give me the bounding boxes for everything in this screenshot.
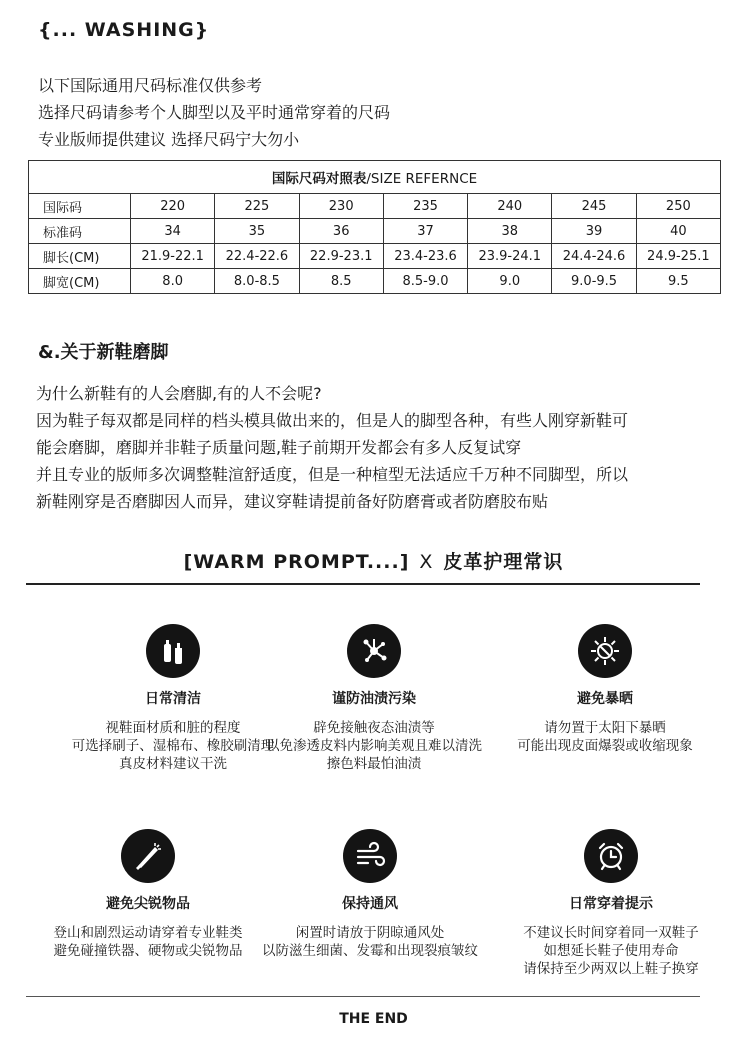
row-label: 国际码	[29, 194, 131, 219]
intro-text	[38, 72, 390, 153]
table-cell: 8.5-9.0	[383, 269, 467, 294]
size-reference-table	[28, 160, 721, 294]
table-cell: 40	[636, 219, 720, 244]
table-cell: 39	[552, 219, 636, 244]
card-line: 真皮材料建议干洗	[119, 756, 227, 772]
table-cell: 8.5	[299, 269, 383, 294]
table-cell: 235	[383, 194, 467, 219]
sharp-blade-icon	[121, 829, 175, 883]
warm-prompt-title	[0, 547, 747, 574]
table-row	[29, 269, 721, 294]
card-line: 请保持至少两双以上鞋子换穿	[523, 961, 699, 977]
card-description	[485, 719, 725, 755]
wind-icon	[343, 829, 397, 883]
card-line: 擦色料最怕油渍	[326, 756, 422, 772]
table-row	[29, 244, 721, 269]
table-cell: 250	[636, 194, 720, 219]
new-shoes-title: &.关于新鞋磨脚	[38, 342, 169, 363]
care-card-oil-stains	[254, 624, 494, 773]
alarm-clock-icon	[584, 829, 638, 883]
card-line: 登山和剧烈运动请穿着专业鞋类	[53, 925, 243, 941]
table-cell: 24.4-24.6	[552, 244, 636, 269]
row-label: 标准码	[29, 219, 131, 244]
card-line: 可选择刷子、湿棉布、橡胶刷清理	[71, 738, 275, 754]
table-cell: 37	[383, 219, 467, 244]
table-cell: 225	[215, 194, 299, 219]
intro-line: 专业版师提供建议 选择尺码宁大勿小	[38, 130, 300, 149]
table-cell: 245	[552, 194, 636, 219]
table-cell: 38	[468, 219, 552, 244]
care-card-daily-wear	[491, 829, 731, 978]
care-card-sharp-objects	[28, 829, 268, 960]
paragraph-line: 新鞋刚穿是否磨脚因人而异，建议穿鞋请提前备好防磨膏或者防磨胶布贴	[36, 492, 549, 511]
table-title	[29, 161, 721, 194]
table-cell: 220	[131, 194, 215, 219]
card-line: 不建议长时间穿着同一双鞋子	[523, 925, 699, 941]
card-title: 日常清洁	[145, 691, 201, 707]
table-cell: 22.9-23.1	[299, 244, 383, 269]
the-end-label: THE END	[339, 1011, 408, 1027]
row-label: 脚宽(CM)	[29, 269, 131, 294]
card-line: 辟免接触夜态油渍等	[313, 720, 435, 736]
intro-line: 以下国际通用尺码标准仅供参考	[38, 76, 263, 95]
row-label: 脚长(CM)	[29, 244, 131, 269]
card-line: 以免渗透皮料内影响美观且难以清洗	[266, 738, 482, 754]
table-cell: 9.0	[468, 269, 552, 294]
table-title-en: /SIZE REFERNCE	[366, 171, 478, 187]
section-divider	[26, 583, 700, 585]
sun-icon	[578, 624, 632, 678]
stain-splatter-icon	[347, 624, 401, 678]
card-title: 避免暴晒	[577, 691, 633, 707]
card-title: 日常穿着提示	[569, 896, 653, 912]
card-line: 如想延长鞋子使用寿命	[543, 943, 679, 959]
cleaning-bottles-icon	[146, 624, 200, 678]
table-header-row	[29, 161, 721, 194]
table-cell: 9.0-9.5	[552, 269, 636, 294]
card-title: 谨防油渍污染	[332, 691, 416, 707]
table-cell: 35	[215, 219, 299, 244]
card-line: 以防滋生细菌、发霉和出现裂痕皱纹	[262, 943, 478, 959]
table-title-cn: 国际尺码对照表	[271, 171, 367, 187]
card-description	[28, 924, 268, 960]
intro-line: 选择尺码请参考个人脚型以及平时通常穿着的尺码	[38, 103, 391, 122]
paragraph-line: 因为鞋子每双都是同样的档头模具做出来的，但是人的脚型各种，有些人刚穿新鞋可	[36, 411, 629, 430]
care-card-ventilation	[250, 829, 490, 960]
table-cell: 23.9-24.1	[468, 244, 552, 269]
care-card-sun	[485, 624, 725, 755]
table-cell: 24.9-25.1	[636, 244, 720, 269]
paragraph-line: 并且专业的版师多次调整鞋渲舒适度，但是一种楦型无法适应千万种不同脚型，所以	[36, 465, 629, 484]
table-cell: 21.9-22.1	[131, 244, 215, 269]
card-description	[250, 924, 490, 960]
card-title: 避免尖锐物品	[106, 896, 190, 912]
table-cell: 34	[131, 219, 215, 244]
card-description	[254, 719, 494, 773]
paragraph-line: 能会磨脚，磨脚并非鞋子质量问题,鞋子前期开发都会有多人反复试穿	[36, 438, 522, 457]
table-row	[29, 219, 721, 244]
card-line: 请勿置于太阳下暴晒	[544, 720, 666, 736]
card-line: 避免碰撞铁器、硬物或尖锐物品	[53, 943, 243, 959]
table-cell: 22.4-22.6	[215, 244, 299, 269]
card-description	[491, 924, 731, 978]
table-cell: 8.0	[131, 269, 215, 294]
card-title: 保持通风	[342, 896, 398, 912]
table-cell: 23.4-23.6	[383, 244, 467, 269]
washing-title: {... WASHING}	[38, 19, 210, 41]
footer-divider	[26, 996, 700, 997]
table-row	[29, 194, 721, 219]
leather-care-label: 皮革护理常识	[443, 551, 564, 573]
new-shoes-paragraph	[36, 380, 628, 515]
card-line: 可能出现皮面爆裂或收缩现象	[517, 738, 693, 754]
card-line: 视鞋面材质和脏的程度	[105, 720, 241, 736]
table-cell: 9.5	[636, 269, 720, 294]
separator-x: X	[419, 551, 434, 573]
card-line: 闲置时请放于阴晾通风处	[295, 925, 445, 941]
table-cell: 240	[468, 194, 552, 219]
table-cell: 36	[299, 219, 383, 244]
warm-prompt-label: [WARM PROMPT....]	[183, 551, 410, 573]
paragraph-line: 为什么新鞋有的人会磨脚,有的人不会呢?	[36, 384, 322, 403]
table-cell: 8.0-8.5	[215, 269, 299, 294]
table-cell: 230	[299, 194, 383, 219]
